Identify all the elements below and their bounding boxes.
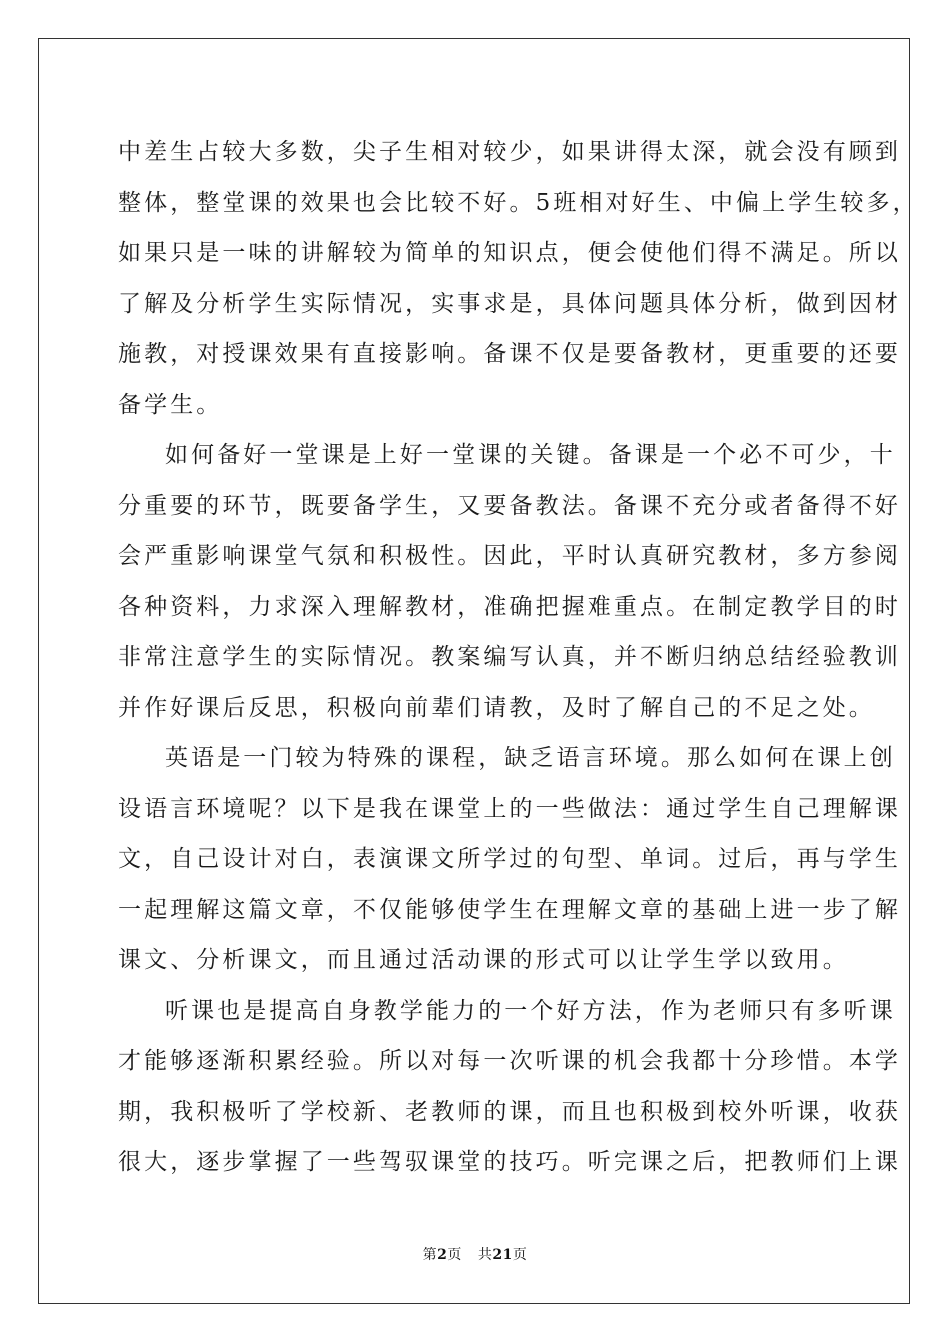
text-line: 整体，整堂课的效果也会比较不好。5班相对好生、中偏上学生较多， (118, 189, 919, 216)
text-line: 期，我积极听了学校新、老教师的课，而且也积极到校外听课，收获 (118, 1098, 901, 1125)
text-line: 设语言环境呢？以下是我在课堂上的一些做法：通过学生自己理解课 (118, 795, 901, 822)
text-line: 一起理解这篇文章，不仅能够使学生在理解文章的基础上进一步了解 (118, 896, 901, 923)
text-line: 中差生占较大多数，尖子生相对较少，如果讲得太深，就会没有顾到 (118, 139, 901, 165)
text-line: 施教，对授课效果有直接影响。备课不仅是要备教材，更重要的还要 (118, 341, 901, 367)
text-line: 备学生。 (118, 391, 223, 418)
text-line: 如果只是一味的讲解较为简单的知识点，便会使他们得不满足。所以 (118, 240, 901, 266)
document-body (118, 127, 919, 1188)
total-label-suffix: 页 (512, 1247, 528, 1263)
paragraph-first-line: 如何备好一堂课是上好一堂课的关键。备课是一个必不可少，十 (165, 442, 896, 468)
text-line: 课文、分析课文，而且通过活动课的形式可以让学生学以致用。 (118, 947, 849, 973)
text-line: 了解及分析学生实际情况，实事求是，具体问题具体分析，做到因材 (118, 290, 901, 317)
text-line: 很大，逐步掌握了一些驾驭课堂的技巧。听完课之后，把教师们上课 (118, 1149, 901, 1175)
text-line: 会严重影响课堂气氛和积极性。因此，平时认真研究教材，多方参阅 (118, 543, 901, 569)
page-label-suffix: 页 (447, 1247, 462, 1263)
text-line: 非常注意学生的实际情况。教案编写认真，并不断归纳总结经验教训 (118, 644, 901, 670)
text-line: 各种资料，力求深入理解教材，准确把握难重点。在制定教学目的时 (118, 593, 901, 620)
paragraph-first-line: 英语是一门较为特殊的课程，缺乏语言环境。那么如何在课上创 (165, 745, 896, 771)
paragraph-first-line: 听课也是提高自身教学能力的一个好方法，作为老师只有多听课 (165, 997, 896, 1024)
total-pages: 21 (492, 1247, 513, 1263)
page-number: 2 (437, 1247, 448, 1263)
text-line: 才能够逐渐积累经验。所以对每一次听课的机会我都十分珍惜。本学 (118, 1048, 901, 1074)
text-line: 分重要的环节，既要备学生，又要备教法。备课不充分或者备得不好 (118, 492, 901, 519)
page-label-prefix: 第 (422, 1247, 438, 1263)
total-label-prefix: 共 (477, 1247, 493, 1263)
page-footer (0, 1244, 950, 1264)
text-line: 并作好课后反思，积极向前辈们请教，及时了解自己的不足之处。 (118, 694, 875, 721)
text-line: 文，自己设计对白，表演课文所学过的句型、单词。过后，再与学生 (118, 846, 901, 872)
